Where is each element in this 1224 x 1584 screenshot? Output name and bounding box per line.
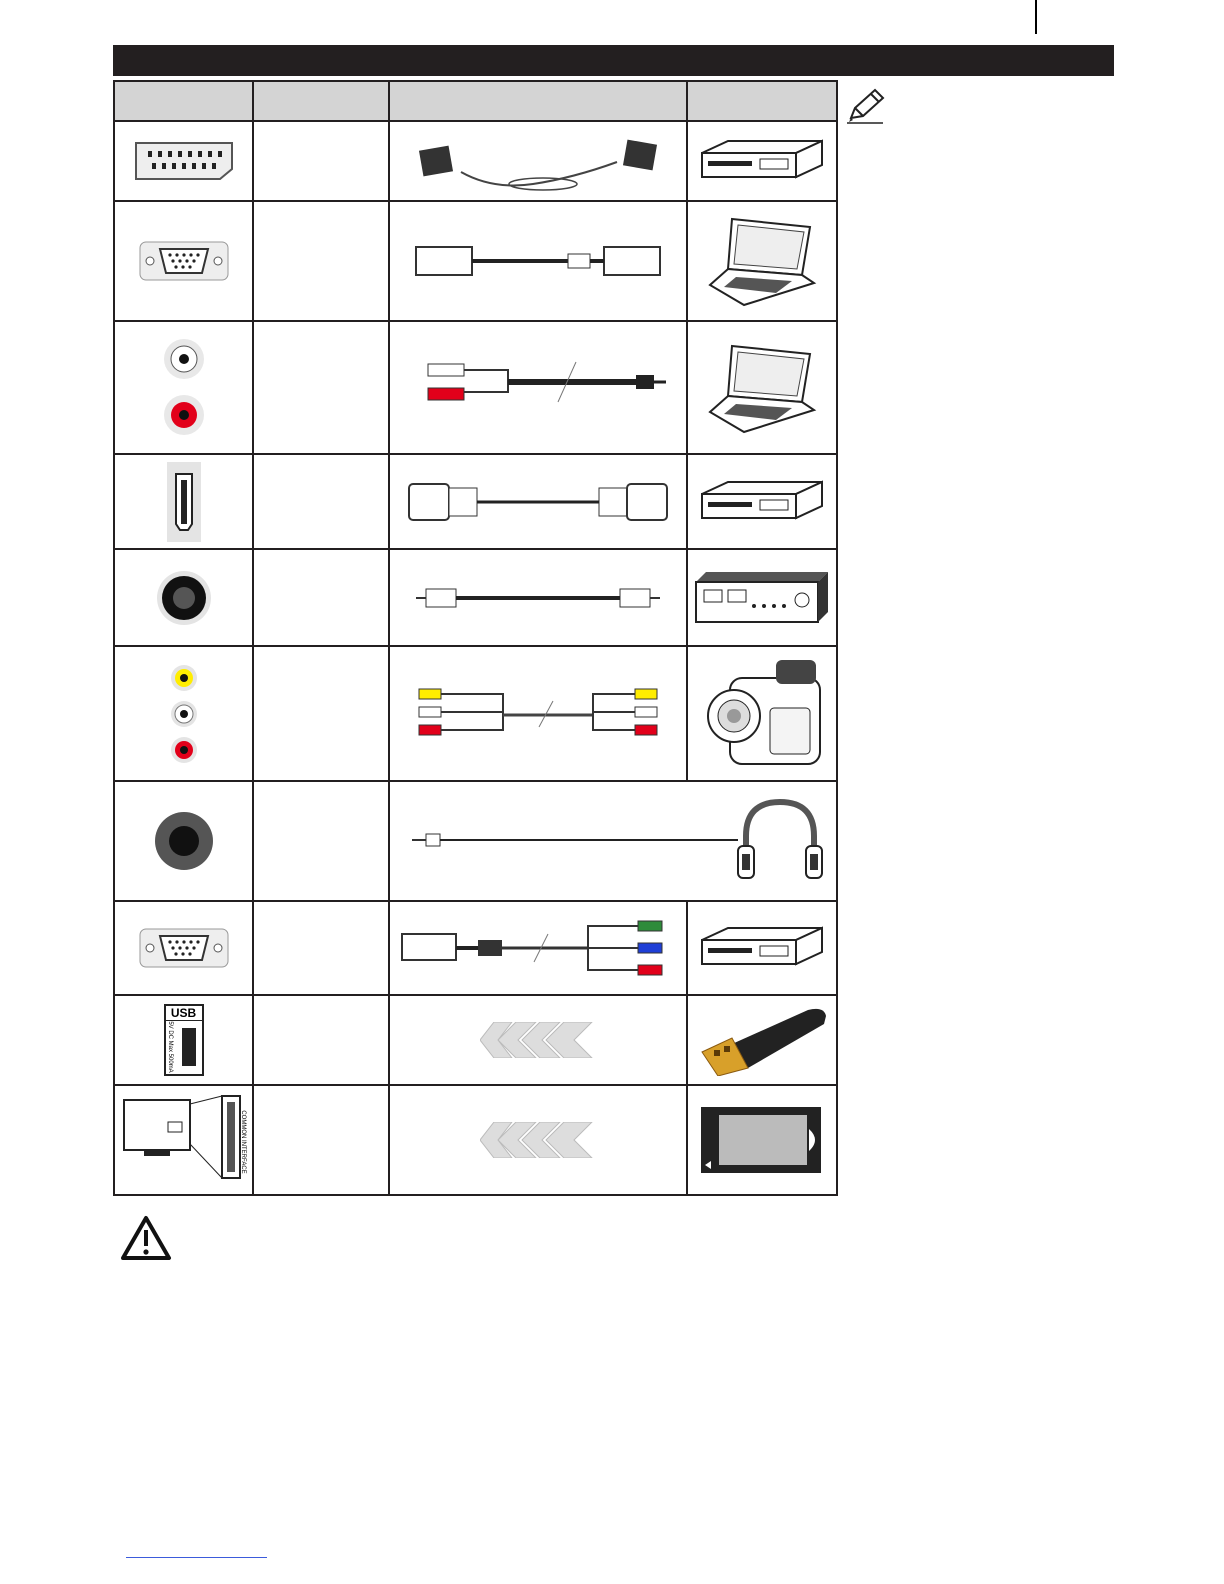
warning-triangle-icon <box>119 1214 173 1262</box>
ci-slot-tv-icon <box>115 1094 252 1186</box>
pencil-note-icon <box>845 88 885 124</box>
component-cable-icon <box>390 918 686 978</box>
type-cell <box>253 1085 389 1195</box>
type-cell <box>253 646 389 781</box>
hdmi-socket-icon <box>115 462 252 542</box>
headphones-icon <box>738 802 822 878</box>
table-row <box>114 454 837 549</box>
headphone-cable-icon <box>390 796 836 886</box>
type-cell <box>253 321 389 454</box>
insert-arrows-icon <box>390 1022 686 1058</box>
cam-module-icon <box>688 1105 836 1175</box>
usb-stick-icon <box>688 1004 836 1076</box>
table-row <box>114 781 837 901</box>
table-row <box>114 995 837 1085</box>
type-cell <box>253 781 389 901</box>
header-device <box>687 81 837 121</box>
laptop-icon <box>688 213 836 309</box>
composite-av-socket-icon <box>115 664 252 764</box>
section-title-bar <box>113 45 1114 76</box>
rca-to-jack-cable-icon <box>390 358 686 418</box>
scart-cable-icon <box>390 128 686 194</box>
type-cell <box>253 549 389 646</box>
pc-audio-rca-icon <box>115 335 252 441</box>
header-type <box>253 81 389 121</box>
dvd-player-icon <box>688 478 836 526</box>
type-cell <box>253 121 389 201</box>
type-cell <box>253 454 389 549</box>
usb-socket-icon <box>115 1004 252 1076</box>
coax-cable-icon <box>390 583 686 613</box>
av-cable-icon <box>390 687 686 741</box>
amplifier-icon <box>688 570 836 626</box>
table-row <box>114 201 837 321</box>
type-cell <box>253 995 389 1085</box>
footer-link-underline[interactable] <box>126 1557 267 1558</box>
table-row <box>114 321 837 454</box>
ypbpr-vga-socket-icon <box>115 927 252 969</box>
table-row <box>114 549 837 646</box>
table-header-row <box>114 81 837 121</box>
spdif-coax-socket-icon <box>115 570 252 626</box>
table-row <box>114 646 837 781</box>
usb-side-label: 5V DC Max 500mA <box>166 1021 173 1073</box>
vga-cable-icon <box>390 241 686 281</box>
dvd-player-icon <box>688 924 836 972</box>
table-row <box>114 901 837 995</box>
scart-socket-icon <box>115 139 252 183</box>
page-edge-line <box>1035 0 1037 34</box>
headphone-jack-icon <box>115 811 252 871</box>
vga-socket-icon <box>115 240 252 282</box>
connections-table <box>113 80 838 1196</box>
table-row <box>114 1085 837 1195</box>
laptop-icon <box>688 340 836 436</box>
dvd-player-icon <box>688 137 836 185</box>
hdmi-cable-icon <box>390 474 686 530</box>
header-cables <box>389 81 687 121</box>
camcorder-icon <box>688 656 836 772</box>
table-row <box>114 121 837 201</box>
insert-arrows-icon <box>390 1122 686 1158</box>
ci-side-label: COMMON INTERFACE <box>239 1110 246 1174</box>
usb-label: USB <box>166 1006 202 1021</box>
header-connector <box>114 81 253 121</box>
type-cell <box>253 201 389 321</box>
type-cell <box>253 901 389 995</box>
